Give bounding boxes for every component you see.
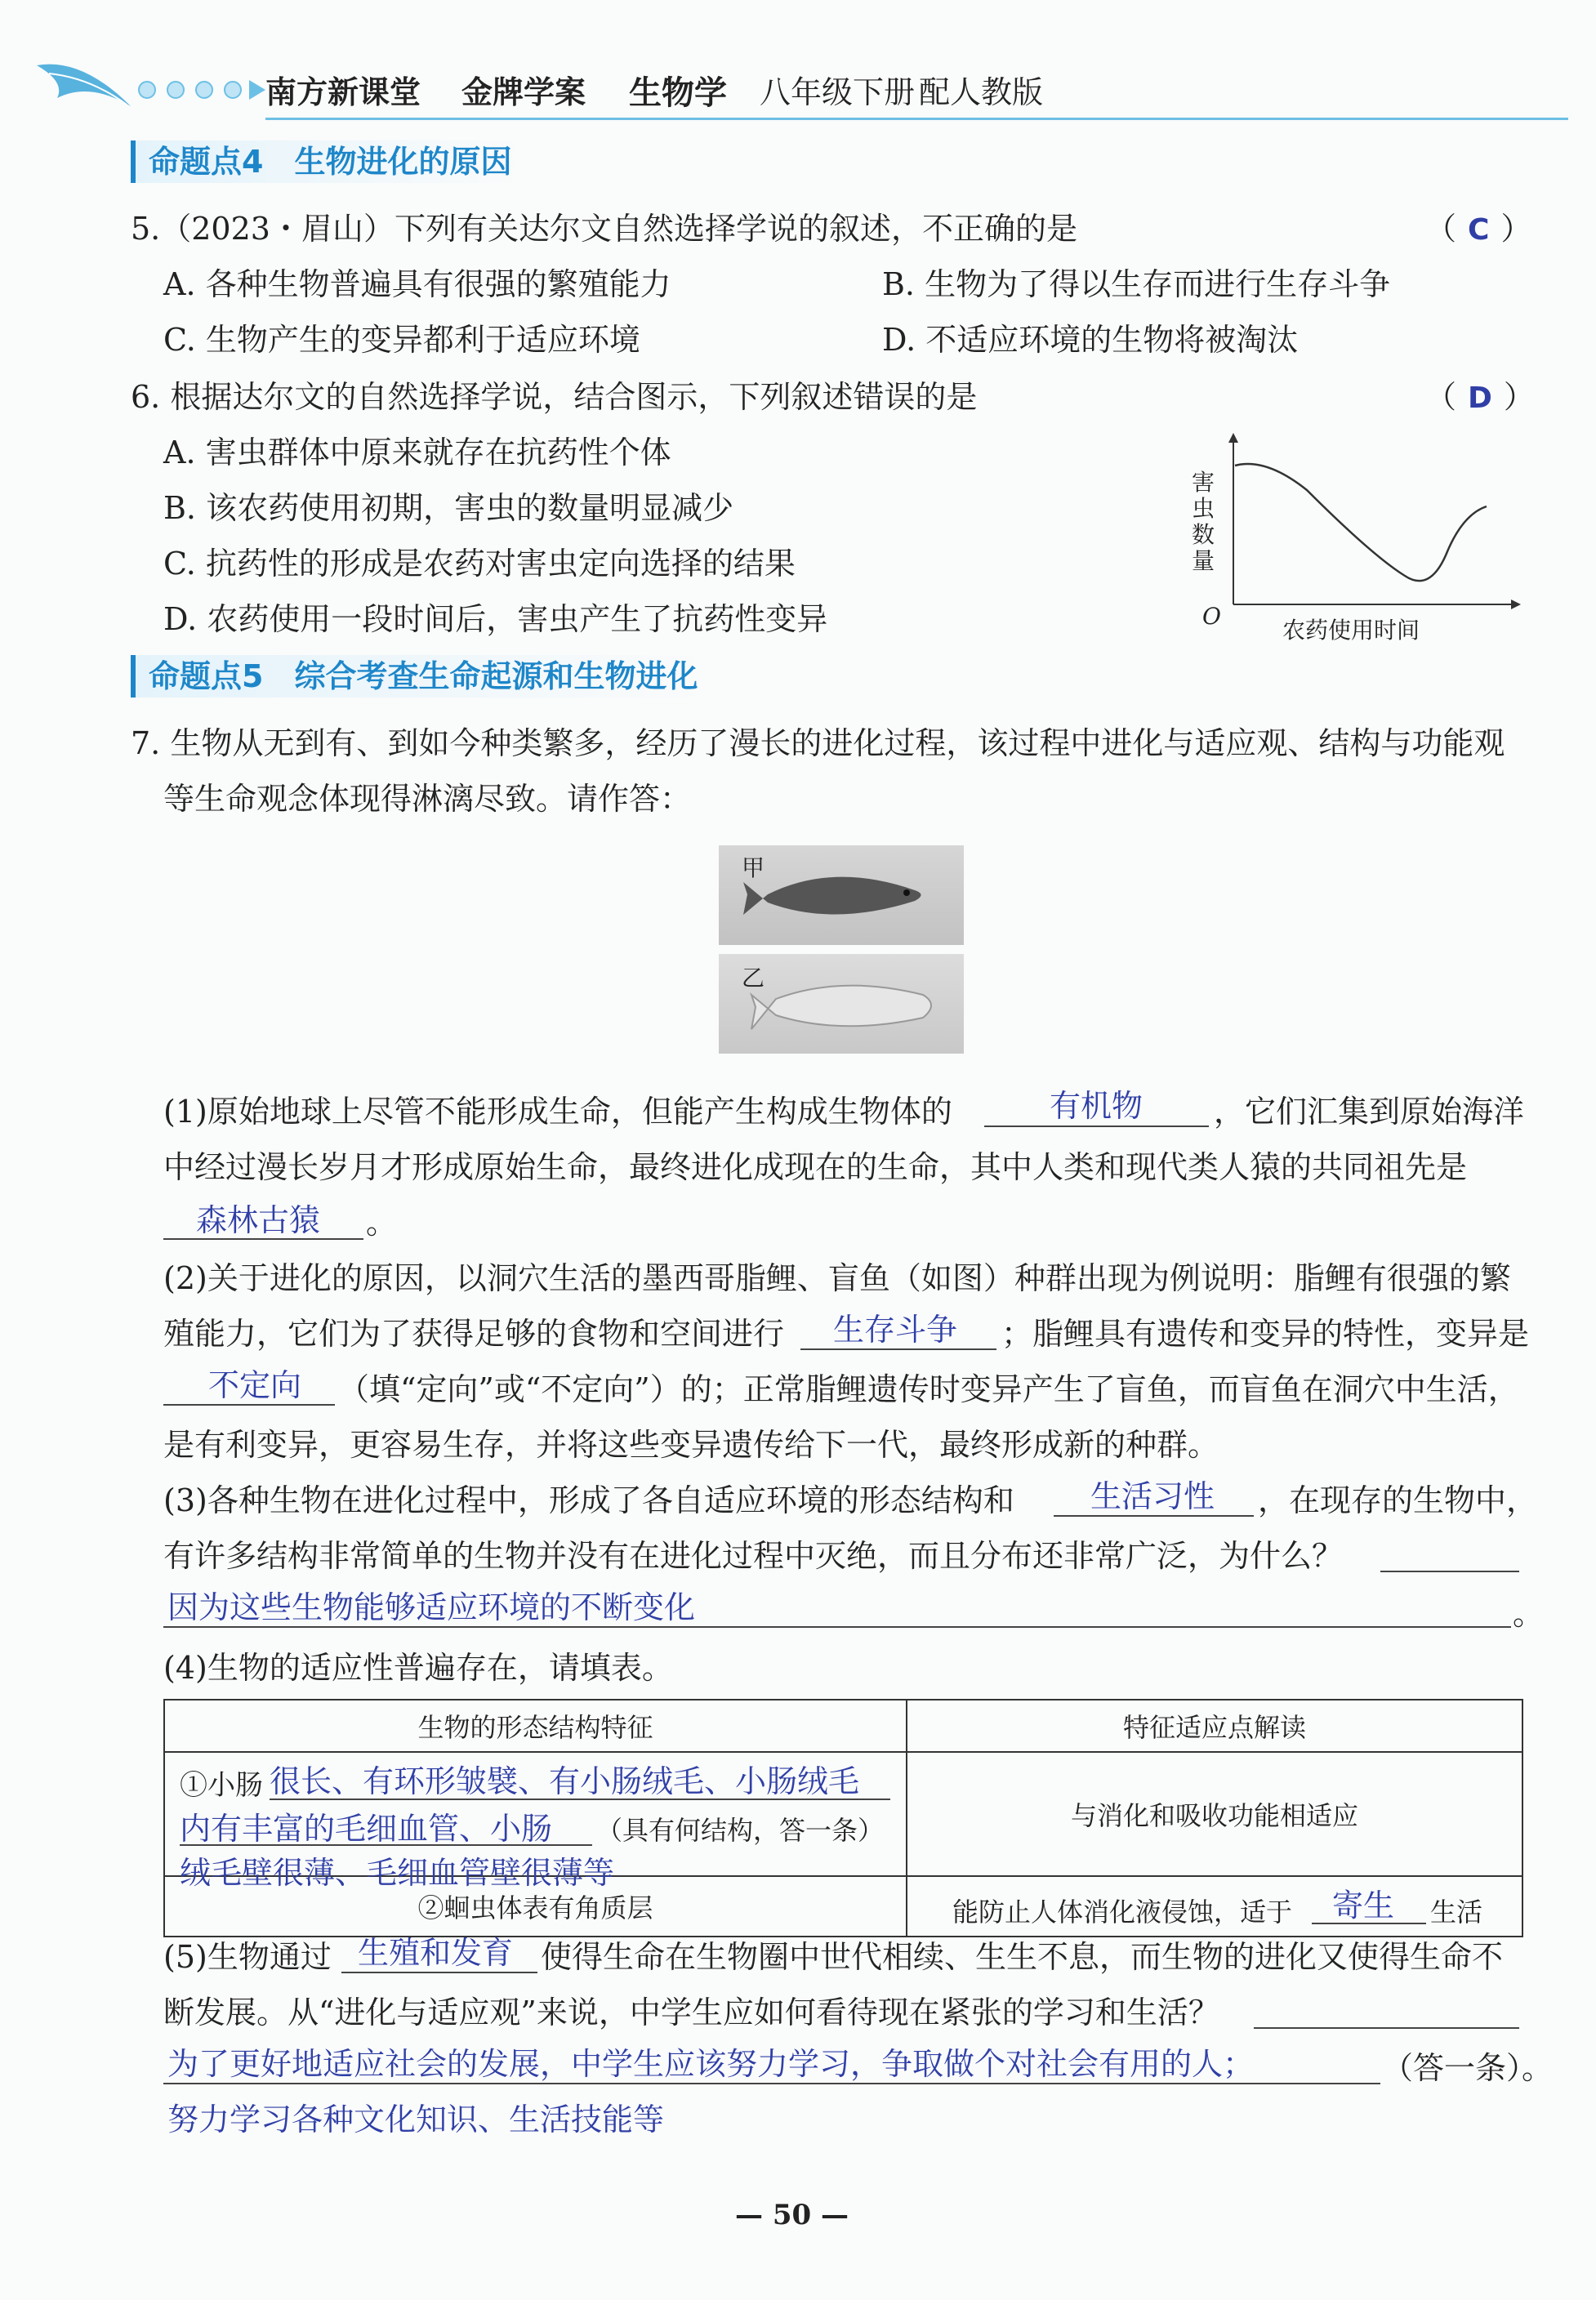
q7-p2-line1: (2)关于进化的原因，以洞穴生活的墨西哥脂鲤、盲鱼（如图）种群出现为例说明：脂鲤有很强的繁 <box>163 1260 1511 1296</box>
answer-2b: 不定向 <box>208 1367 302 1403</box>
q6-option-c: C. 抗药性的形成是农药对害虫定向选择的结果 <box>163 546 796 582</box>
answer-3a: 生活习性 <box>1090 1478 1215 1514</box>
answer-5a: 生殖和发育 <box>358 1935 514 1971</box>
answer-2a: 生存斗争 <box>833 1312 958 1348</box>
page-number: — 50 — <box>735 2199 849 2231</box>
q5-option-b: B. 生物为了得以生存而进行生存斗争 <box>882 266 1391 302</box>
row1-answer-line1: 很长、有环形皱襞、有小肠绒毛、小肠绒毛 <box>270 1763 860 1799</box>
fish-label-b: 乙 <box>742 965 765 992</box>
q6-answer: D <box>1468 381 1492 415</box>
feather-logo-icon <box>33 49 139 123</box>
answer-blank-5b-start[interactable] <box>1254 2027 1519 2029</box>
row1-prefix: ①小肠 <box>180 1769 263 1802</box>
q5-option-a: A. 各种生物普遍具有很强的繁殖能力 <box>163 266 671 302</box>
q7-p1-end: 。 <box>366 1205 398 1241</box>
q7-p3-line2: 有许多结构非常简单的生物并没有在进化过程中灭绝，而且分布还非常广泛，为什么？ <box>163 1538 1344 1574</box>
header-rule <box>265 118 1568 120</box>
row1-answer-line3: 绒毛壁很薄、毛细血管壁很薄等 <box>180 1855 615 1891</box>
row2-interpretation-cell <box>907 1876 1522 1937</box>
q7-p2-line2-b: ；脂鲤具有遗传和变异的特性，变异是 <box>1001 1316 1530 1352</box>
fish-photo-b <box>719 954 964 1054</box>
q7-p5-line1-b: 使得生命在生物圈中世代相续、生生不息，而生物的进化又使得生命不 <box>541 1939 1504 1975</box>
pest-curve <box>1235 464 1487 581</box>
row1-structure-cell <box>164 1752 907 1891</box>
q7-p2-line4: 是有利变异，更容易生存，并将这些变异遗传给下一代，最终形成新的种群。 <box>163 1427 1219 1463</box>
q5-option-c: C. 生物产生的变异都利于适应环境 <box>163 322 640 358</box>
q6-stem: 6. 根据达尔文的自然选择学说，结合图示，下列叙述错误的是 <box>131 379 978 415</box>
q7-p3-line1-b: ，在现存的生物中， <box>1258 1482 1538 1518</box>
q5-answer: C <box>1468 213 1490 247</box>
answer-3b: 因为这些生物能够适应环境的不断变化 <box>167 1589 696 1625</box>
q7-p3-end: 。 <box>1513 1596 1545 1632</box>
row1-answer-line2: 内有丰富的毛细血管、小肠 <box>180 1811 553 1847</box>
answer-blank-3b-start[interactable] <box>1380 1571 1519 1572</box>
row1-blank-line1[interactable] <box>270 1799 890 1800</box>
section-title-4: 命题点4 生物进化的原因 <box>131 140 524 183</box>
q7-p5-line2: 断发展。从“进化与适应观”来说，中学生应如何看待现在紧张的学习和生活？ <box>163 1995 1219 2030</box>
row2-interpretation-a: 能防止人体消化液侵蚀，适于 <box>952 1897 1293 1928</box>
q6-option-d: D. 农药使用一段时间后，害虫产生了抗药性变异 <box>163 601 828 637</box>
row2-answer: 寄生 <box>1332 1888 1395 1923</box>
row1-interpretation: 与消化和吸收功能相适应 <box>907 1752 1522 1876</box>
q5-answer-bracket: （ C ） <box>1425 211 1532 247</box>
q7-p1-line2: 中经过漫长岁月才形成原始生命，最终进化成现在的生命，其中人类和现代类人猿的共同祖先是 <box>163 1149 1468 1185</box>
pest-graph <box>1184 433 1527 653</box>
q7-p2-line2-a: 殖能力，它们为了获得足够的食物和空间进行 <box>163 1316 785 1352</box>
graph-origin: O <box>1202 603 1221 630</box>
header-subject: 生物学 <box>629 74 727 112</box>
header <box>33 49 1568 123</box>
x-axis-arrow <box>1511 600 1521 609</box>
q6-option-b: B. 该农药使用初期，害虫的数量明显减少 <box>163 490 734 526</box>
y-axis-arrow <box>1228 433 1238 443</box>
section-title-5: 命题点5 综合考查生命起源和生物进化 <box>131 655 711 698</box>
table-header-structure: 生物的形态结构特征 <box>164 1700 907 1752</box>
row1-note: （具有何结构，答一条） <box>596 1815 885 1846</box>
answer-1b: 森林古猿 <box>196 1202 321 1238</box>
fish-figure <box>719 845 964 1054</box>
answer-blank-1a[interactable] <box>984 1125 1209 1127</box>
q7-p4: (4)生物的适应性普遍存在，请填表。 <box>163 1650 673 1686</box>
header-series: 金牌学案 <box>461 74 586 110</box>
q7-p3-line1-a: (3)各种生物在进化过程中，形成了各自适应环境的形态结构和 <box>163 1482 1014 1518</box>
header-publisher: 南方新课堂 <box>265 74 421 110</box>
answer-1a: 有机物 <box>1050 1088 1144 1124</box>
adaptation-table <box>163 1699 1523 1937</box>
row2-structure: ②蛔虫体表有角质层 <box>164 1876 907 1937</box>
q7-p2-line3: （填“定向”或“不定向”）的；正常脂鲤遗传时变异产生了盲鱼，而盲鱼在洞穴中生活， <box>338 1371 1519 1407</box>
q7-stem-line2: 等生命观念体现得淋漓尽致。请作答： <box>163 781 692 817</box>
row2-interpretation-b: 生活 <box>1430 1897 1483 1928</box>
row1-blank-line2[interactable] <box>180 1844 592 1846</box>
table-header-interpretation: 特征适应点解读 <box>907 1700 1522 1752</box>
q7-p1-line1-a: (1)原始地球上尽管不能形成生命，但能产生构成生物体的 <box>163 1094 952 1130</box>
answer-5c: 努力学习各种文化知识、生活技能等 <box>167 2102 665 2137</box>
header-edition: 配人教版 <box>919 74 1044 110</box>
header-grade: 八年级下册 <box>760 74 916 110</box>
q7-stem-line1: 7. 生物从无到有、到如今种类繁多，经历了漫长的进化过程，该过程中进化与适应观、结构与功能观 <box>131 725 1505 761</box>
fish-label-a: 甲 <box>742 854 765 881</box>
graph-ylabel: 害虫数量 <box>1191 469 1215 574</box>
answer-5b: 为了更好地适应社会的发展，中学生应该努力学习，争取做个对社会有用的人； <box>167 2046 1255 2082</box>
q5-option-d: D. 不适应环境的生物将被淘汰 <box>882 322 1299 358</box>
q5-stem: 5.（2023・眉山）下列有关达尔文自然选择学说的叙述，不正确的是 <box>131 211 1077 247</box>
q7-p5-line1-a: (5)生物通过 <box>163 1939 332 1975</box>
q7-p5-end: （答一条）。 <box>1382 2050 1554 2086</box>
graph-xlabel: 农药使用时间 <box>1282 617 1420 644</box>
q7-p1-line1-b: ，它们汇集到原始海洋 <box>1214 1094 1525 1130</box>
table-row <box>164 1752 1522 1876</box>
q6-answer-bracket: （ D ） <box>1425 379 1535 415</box>
table-header-row <box>164 1700 1522 1752</box>
dots-arrow-icon <box>135 74 274 106</box>
q6-option-a: A. 害虫群体中原来就存在抗药性个体 <box>163 435 671 470</box>
fish-photo-a <box>719 845 964 945</box>
